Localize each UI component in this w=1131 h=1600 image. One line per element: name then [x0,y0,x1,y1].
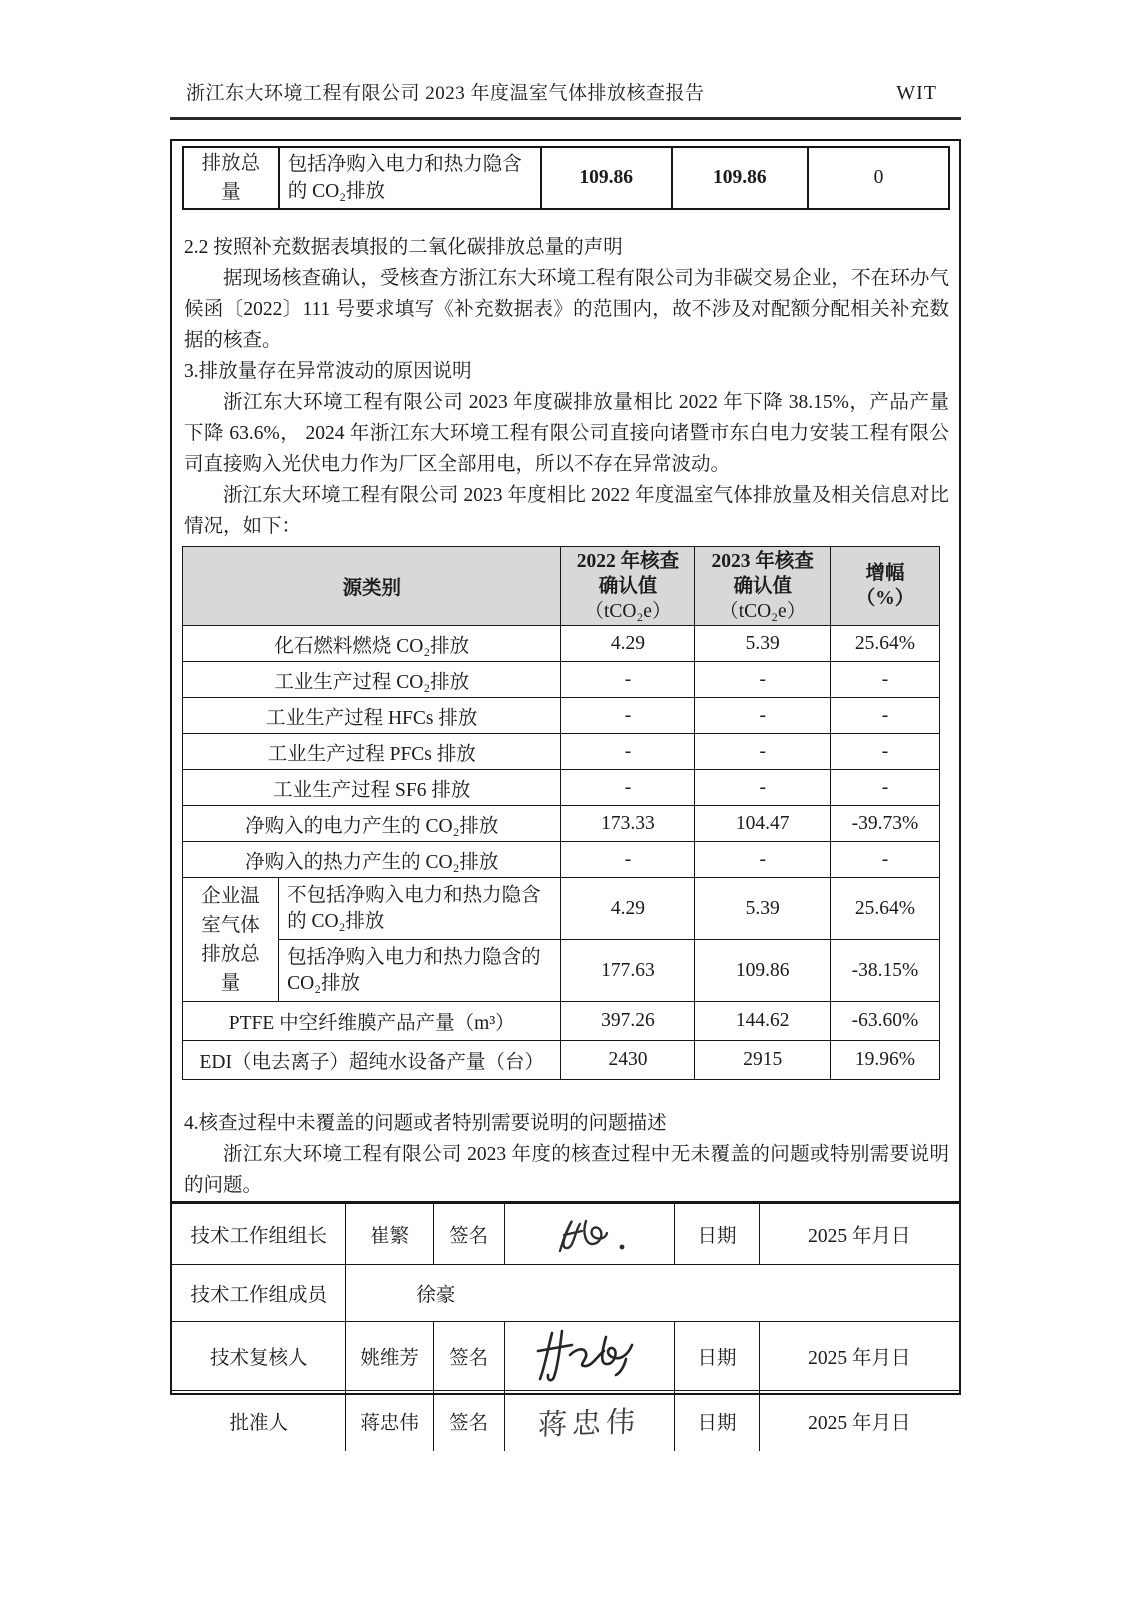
header-2022 [561,547,695,626]
row-change: -63.60% [830,1002,939,1041]
table-row [183,626,940,662]
signature-area [504,1203,675,1265]
row-2022: - [561,662,695,698]
row-label: EDI（电去离子）超纯水设备产量（台） [183,1041,561,1080]
group-sub-label: 包括净购入电力和热力隐含的 CO₂排放 [279,940,561,1002]
sign-label: 签名 [433,1391,504,1452]
person-name: 蒋忠伟 [346,1391,433,1452]
row-change: - [830,770,939,806]
row-2022: 2430 [561,1041,695,1080]
row-label: 净购入的热力产生的 CO₂排放 [183,842,561,878]
content-box [170,139,961,1442]
row-2023: 144.62 [695,1002,831,1041]
header-change [830,547,939,626]
row-2023: 104.47 [695,806,831,842]
header-source: 源类别 [183,547,561,626]
signature-row-team-leader [172,1203,959,1265]
table-row [183,662,940,698]
group-label-cell [183,878,279,1002]
signature-dot [620,1245,625,1250]
section-2-2-heading: 2.2 按照补充数据表填报的二氧化碳排放总量的声明 [184,237,623,258]
section-3-paragraph-2: 浙江东大环境工程有限公司 2023 年度相比 2022 年度温室气体排放量及相关信息对比情况，如下： [184,485,949,537]
person-name: 崔繁 [346,1203,433,1265]
signature-scrawl-icon [514,1325,664,1387]
table-row [183,806,940,842]
comparison-header-row [183,547,940,626]
group-label: 企业温室气体排放总量 [201,885,260,994]
ghg-comparison-table [182,546,940,1080]
fragment-value-2023: 109.86 [672,147,808,209]
page-title: 浙江东大环境工程有限公司 2023 年度温室气体排放核查报告 [186,83,705,104]
sign-label: 签名 [433,1203,504,1265]
header-change-line1: 增幅 [865,563,905,584]
row-2023: 109.86 [695,940,831,1002]
row-label: 工业生产过程 SF6 排放 [183,770,561,806]
emission-total-fragment-table [182,146,950,210]
fragment-value-2022: 109.86 [541,147,672,209]
row-label: 工业生产过程 CO₂排放 [183,662,561,698]
date-value: 2025 年月日 [759,1391,959,1452]
signature-scrawl-icon [530,1211,648,1257]
row-2022: - [561,770,695,806]
row-change: -39.73% [830,806,939,842]
row-label: 净购入的电力产生的 CO₂排放 [183,806,561,842]
row-2022: 397.26 [561,1002,695,1041]
row-2023: - [695,842,831,878]
row-2022: 173.33 [561,806,695,842]
member-name: 徐豪 [346,1265,959,1322]
page-content [170,0,961,1442]
row-2022: - [561,698,695,734]
verifier-logo: WIT [896,82,937,104]
header-2022-line1: 2022 年核查 [576,550,680,572]
section-4-heading: 4.核查过程中未覆盖的问题或者特别需要说明的问题描述 [184,1113,667,1134]
signature-row-technical-reviewer [172,1322,959,1391]
date-label: 日期 [675,1203,759,1265]
table-row-ptfe-output [183,1002,940,1041]
role-label: 技术复核人 [172,1322,346,1391]
section-4 [172,1108,959,1201]
section-4-paragraph: 浙江东大环境工程有限公司 2023 年度的核查过程中无未覆盖的问题或特别需要说明的问题。 [184,1144,949,1196]
header-2022-line2: 确认值 [598,575,658,597]
table-row [183,842,940,878]
row-2022: 4.29 [561,878,695,940]
signature-row-team-members [172,1265,959,1322]
row-2023: - [695,698,831,734]
row-change: -38.15% [830,940,939,1002]
role-label: 批准人 [172,1391,346,1452]
row-change: 25.64% [830,626,939,662]
page-header [170,0,961,120]
date-value: 2025 年月日 [759,1322,959,1391]
row-change: 19.96% [830,1041,939,1080]
sign-label: 签名 [433,1322,504,1391]
header-2023-line2: 确认值 [733,575,792,597]
row-2023: 2915 [695,1041,831,1080]
section-3-heading: 3.排放量存在异常波动的原因说明 [184,361,472,382]
row-change: - [830,698,939,734]
header-2022-unit: （tCO₂e） [584,600,672,622]
fragment-description: 包括净购入电力和热力隐含的 CO₂排放 [279,147,541,209]
row-label: 工业生产过程 PFCs 排放 [183,734,561,770]
row-change: - [830,734,939,770]
role-label: 技术工作组成员 [172,1265,346,1322]
section-3 [172,356,959,542]
signature-area [504,1391,675,1452]
section-3-paragraph-1: 浙江东大环境工程有限公司 2023 年度碳排放量相比 2022 年下降 38.15%，产品产量下降 63.6%， 2024 年浙江东大环境工程有限公司直接向诸暨市东白电力安装工程有限公司直接购入光伏电力作为厂区全部用电，所以不存在异常波动。 [184,392,949,475]
group-sub-label: 不包括净购入电力和热力隐含的 CO₂排放 [279,878,561,940]
header-change-unit: （%） [855,588,915,609]
signature-area [504,1322,675,1391]
table-row-edi-output [183,1041,940,1080]
section-2-2 [172,232,959,356]
header-2023-unit: （tCO₂e） [719,600,807,622]
row-2023: 5.39 [695,878,831,940]
row-label: PTFE 中空纤维膜产品产量（m³） [183,1002,561,1041]
signature-table [172,1201,959,1451]
fragment-row [183,147,949,209]
row-label: 工业生产过程 HFCs 排放 [183,698,561,734]
fragment-category: 排放总量 [201,153,261,203]
row-change: - [830,842,939,878]
row-2023: - [695,770,831,806]
date-label: 日期 [675,1322,759,1391]
section-2-2-paragraph: 据现场核查确认，受核查方浙江东大环境工程有限公司为非碳交易企业，不在环办气候函〔2022〕111 号要求填写《补充数据表》的范围内，故不涉及对配额分配相关补充数据的核查。 [184,268,949,351]
group-row-including [183,940,940,1002]
row-2022: 177.63 [561,940,695,1002]
row-2022: 4.29 [561,626,695,662]
fragment-category-cell [183,147,279,209]
header-2023-line1: 2023 年核查 [711,550,814,572]
table-row [183,698,940,734]
table-row [183,770,940,806]
role-label: 技术工作组组长 [172,1203,346,1265]
fragment-change: 0 [808,147,949,209]
row-change: 25.64% [830,878,939,940]
header-2023 [695,547,831,626]
row-change: - [830,662,939,698]
row-label: 化石燃料燃烧 CO₂排放 [183,626,561,662]
row-2023: 5.39 [695,626,831,662]
person-name: 姚维芳 [346,1322,433,1391]
group-row-excluding [183,878,940,940]
row-2022: - [561,734,695,770]
signature-handwriting: 蒋忠伟 [537,1405,641,1442]
date-value: 2025 年月日 [759,1203,959,1265]
row-2023: - [695,734,831,770]
row-2022: - [561,842,695,878]
table-row [183,734,940,770]
date-label: 日期 [675,1391,759,1452]
row-2023: - [695,662,831,698]
signature-row-approver [172,1391,959,1452]
